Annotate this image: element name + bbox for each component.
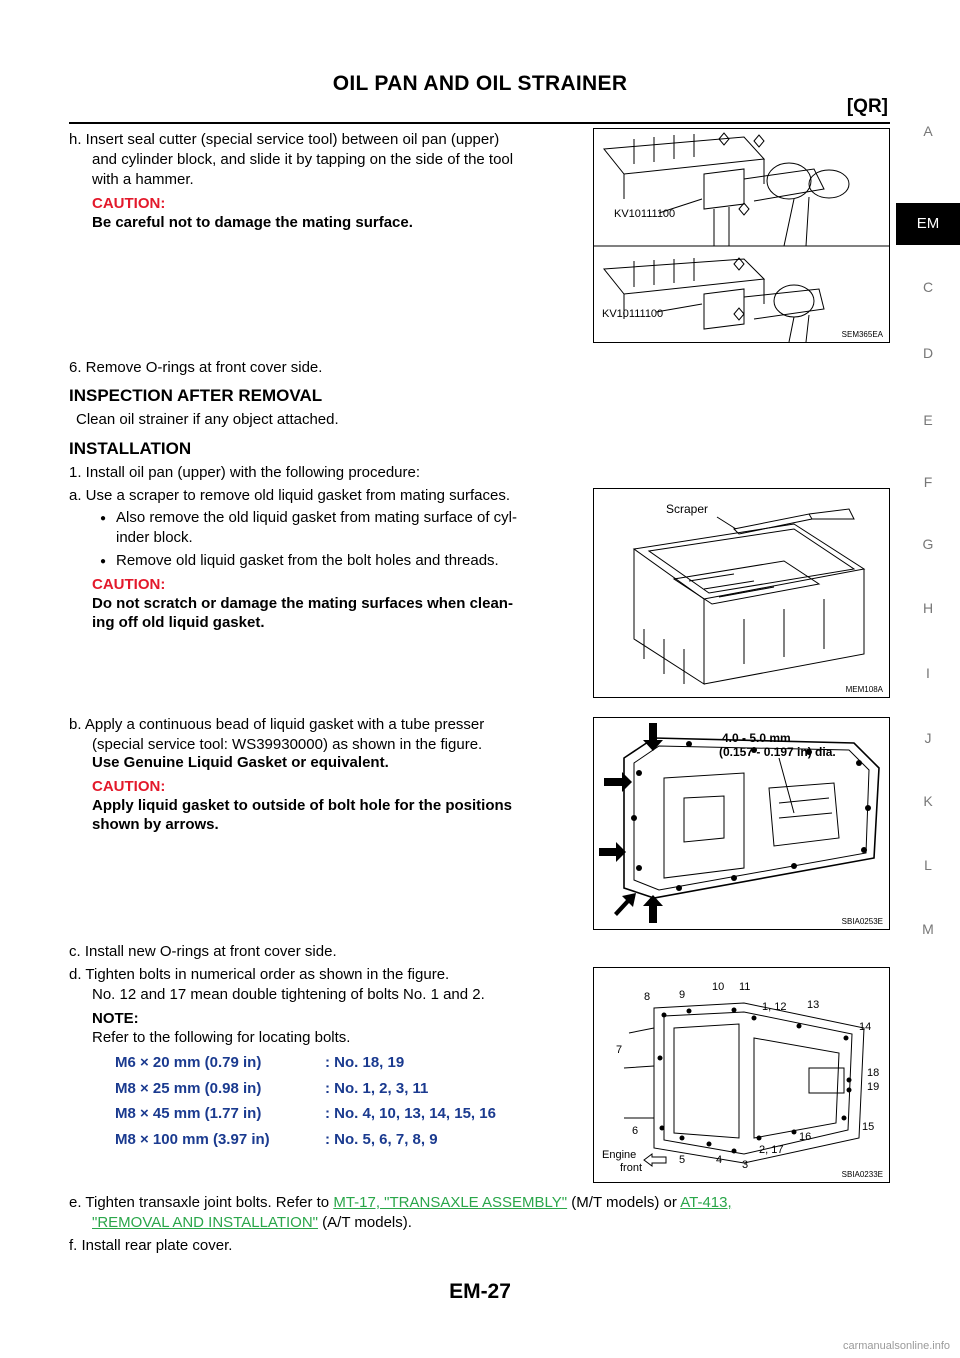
- side-index-e[interactable]: E: [923, 412, 933, 428]
- bolt-size: M8 × 100 mm (3.97 in): [115, 1131, 270, 1148]
- step-e-mid: (M/T models) or: [571, 1194, 677, 1211]
- figure-scraper: [593, 488, 890, 698]
- caution-a-line2: ing off old liquid gasket.: [92, 614, 265, 631]
- gasket-dim-label-1: 4.0 - 5.0 mm: [722, 731, 791, 745]
- step-a: a. Use a scraper to remove old liquid gasket from mating surfaces.: [69, 487, 511, 504]
- side-index-h[interactable]: H: [922, 600, 934, 616]
- caution-label: CAUTION:: [92, 195, 166, 212]
- step-d-line1: d. Tighten bolts in numerical order as shown in the figure.: [69, 966, 450, 983]
- bullet-1-line1: ● Also remove the old liquid gasket from mating surface of cyl-: [116, 508, 586, 528]
- side-index-i[interactable]: I: [926, 665, 930, 681]
- side-index-em[interactable]: EM: [896, 203, 960, 245]
- step-e-line2: [92, 1213, 412, 1233]
- inspection-heading: INSPECTION AFTER REMOVAL: [69, 386, 323, 405]
- step-e-line1: [69, 1193, 889, 1213]
- figure-liquid-gasket: [593, 717, 890, 930]
- caution-label-b: CAUTION:: [92, 778, 166, 795]
- page-number: EM-27: [449, 1280, 511, 1303]
- bolt-number: 19: [867, 1081, 880, 1093]
- bolt-number: 6: [632, 1125, 639, 1137]
- bolt-number: 10: [712, 981, 725, 993]
- step-d-line2: No. 12 and 17 mean double tightening of bolts No. 1 and 2.: [92, 986, 485, 1003]
- bolt-number: 2, 17: [759, 1144, 784, 1156]
- bolt-number: 18: [867, 1067, 880, 1079]
- step-e-prefix: e. Tighten transaxle joint bolts. Refer to: [69, 1194, 330, 1211]
- side-index-k[interactable]: K: [923, 793, 933, 809]
- note-label: NOTE:: [92, 1010, 139, 1027]
- figure-seal-cutter: [593, 128, 890, 343]
- link-mt17[interactable]: MT-17, "TRANSAXLE ASSEMBLY": [333, 1194, 568, 1211]
- bullet-2: ● Remove old liquid gasket from the bolt holes and threads.: [116, 551, 499, 571]
- side-index-g[interactable]: G: [922, 536, 934, 552]
- caution-text: Be careful not to damage the mating surface.: [92, 214, 413, 231]
- side-index-a[interactable]: A: [923, 123, 933, 139]
- scraper-label: Scraper: [666, 502, 709, 516]
- bolt-number: 9: [679, 989, 686, 1001]
- bolt-order-illustration: [594, 968, 889, 1182]
- install-step-1: 1. Install oil pan (upper) with the following procedure:: [69, 464, 421, 481]
- side-index-l[interactable]: L: [924, 857, 932, 873]
- step-h-line2: and cylinder block, and slide it by tapping on the side of the tool: [92, 151, 514, 168]
- bolt-number: 1, 12: [762, 1001, 787, 1013]
- tool-label-bottom: KV10111100: [602, 308, 664, 320]
- bolt-number: 8: [644, 991, 651, 1003]
- figure-ref: MEM108A: [845, 685, 883, 694]
- figure-ref: SBIA0233E: [841, 1170, 883, 1179]
- bullet-1-line2: inder block.: [116, 529, 193, 546]
- step-f: f. Install rear plate cover.: [69, 1237, 233, 1254]
- figure-ref: SEM365EA: [841, 330, 883, 339]
- step-b-line2: (special service tool: WS39930000) as shown in the figure.: [92, 736, 483, 753]
- step-6: 6. Remove O-rings at front cover side.: [69, 359, 323, 376]
- scraper-illustration: [594, 489, 889, 697]
- caution-b-line2: shown by arrows.: [92, 816, 219, 833]
- bolt-size: M6 × 20 mm (0.79 in): [115, 1054, 262, 1071]
- side-index-j[interactable]: J: [924, 730, 932, 746]
- gasket-dim-label-2: (0.157 - 0.197 in) dia.: [719, 745, 836, 759]
- bolt-number: 15: [862, 1121, 875, 1133]
- figure-ref: SBIA0253E: [841, 917, 883, 926]
- bolt-number: 4: [716, 1154, 723, 1166]
- link-at413[interactable]: AT-413,: [680, 1194, 732, 1211]
- side-index-f[interactable]: F: [923, 474, 933, 490]
- header-rule: [69, 122, 890, 124]
- installation-heading: INSTALLATION: [69, 439, 192, 458]
- engine-front-arrow-icon: [644, 1154, 666, 1166]
- engine-front-label: front: [620, 1162, 643, 1174]
- bolt-number: 5: [679, 1154, 686, 1166]
- link-removal-installation[interactable]: "REMOVAL AND INSTALLATION": [92, 1214, 318, 1231]
- bolt-number: 3: [742, 1159, 749, 1171]
- side-index-d[interactable]: D: [922, 345, 934, 361]
- caution-b-line1: Apply liquid gasket to outside of bolt hole for the positions: [92, 797, 512, 814]
- bolt-number: 11: [739, 981, 751, 993]
- figure-bolt-order: [593, 967, 890, 1183]
- step-e-suffix: (A/T models).: [322, 1214, 412, 1231]
- note-text: Refer to the following for locating bolts.: [92, 1029, 351, 1046]
- step-b-line3: Use Genuine Liquid Gasket or equivalent.: [92, 754, 389, 771]
- caution-a-line1: Do not scratch or damage the mating surfaces when clean-: [92, 595, 513, 612]
- bolt-numbers: : No. 4, 10, 13, 14, 15, 16: [325, 1105, 496, 1122]
- page-title: OIL PAN AND OIL STRAINER: [332, 72, 628, 95]
- engine-front-label: Engine: [602, 1149, 637, 1161]
- bolt-number: 7: [616, 1044, 623, 1056]
- inspection-text: Clean oil strainer if any object attached.: [76, 411, 339, 428]
- bolt-numbers: : No. 18, 19: [325, 1054, 405, 1071]
- tool-label-top: KV10111100: [614, 208, 676, 220]
- caution-label-a: CAUTION:: [92, 576, 166, 593]
- bolt-size: M8 × 25 mm (0.98 in): [115, 1080, 262, 1097]
- bolt-numbers: : No. 5, 6, 7, 8, 9: [325, 1131, 438, 1148]
- bolt-numbers: : No. 1, 2, 3, 11: [325, 1080, 429, 1097]
- step-c: c. Install new O-rings at front cover side.: [69, 943, 337, 960]
- section-code: [QR]: [846, 96, 888, 117]
- bolt-number: 14: [859, 1021, 872, 1033]
- step-b-line1: b. Apply a continuous bead of liquid gasket with a tube presser: [69, 716, 485, 733]
- step-h-line1: h. Insert seal cutter (special service tool) between oil pan (upper): [69, 131, 500, 148]
- step-h-line3: with a hammer.: [92, 171, 194, 188]
- side-index-m[interactable]: M: [922, 921, 934, 937]
- bolt-size: M8 × 45 mm (1.77 in): [115, 1105, 262, 1122]
- bolt-number: 16: [799, 1131, 812, 1143]
- gasket-bead-illustration: [594, 718, 889, 929]
- seal-cutter-illustration: [594, 129, 889, 342]
- side-index-c[interactable]: C: [922, 279, 934, 295]
- bolt-number: 13: [807, 999, 820, 1011]
- watermark: carmanualsonline.info: [842, 1340, 950, 1352]
